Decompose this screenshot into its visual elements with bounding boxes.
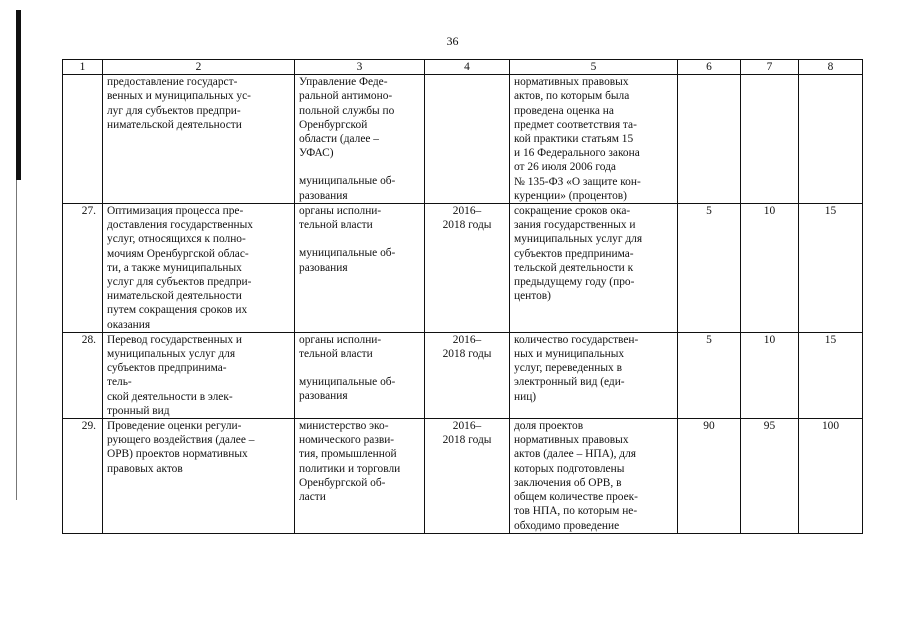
executor-line: муниципальные об- — [299, 247, 396, 260]
executor-gap — [299, 160, 420, 174]
col-header-4: 4 — [425, 60, 510, 75]
executor-line: органы исполни- — [299, 333, 382, 346]
indicator-line: нормативных правовых — [514, 434, 629, 447]
executor-line: Управление Феде- — [299, 76, 388, 89]
executor-line: тия, промышленной — [299, 448, 397, 461]
target-value-v7 — [741, 332, 799, 418]
indicator-line: № 135-ФЗ «О защите кон- — [514, 175, 641, 188]
measure-line: муниципальных услуг для — [107, 348, 236, 361]
executor-line: министерство эко- — [299, 420, 389, 433]
indicator-line: зания государственных и — [514, 219, 636, 232]
target-value: 10 — [763, 333, 776, 346]
target-value-v8 — [799, 204, 863, 333]
measure-line: ти, а также муниципальных — [107, 261, 242, 274]
table-row — [63, 332, 863, 418]
indicator-line: заключения об ОРВ, в — [514, 476, 622, 489]
indicator-cell — [510, 419, 678, 534]
term-cell — [425, 332, 510, 418]
indicator-line: которых подготовлены — [514, 462, 625, 475]
indicator-line: тов НПА, по которым не- — [514, 505, 638, 518]
indicator-line: нормативных правовых — [514, 76, 629, 89]
executor-line: номического разви- — [299, 434, 395, 447]
term-line: 2016– — [452, 205, 482, 218]
measure-line: нимательской деятельности — [107, 290, 242, 303]
indicator-line: центов) — [514, 290, 551, 303]
measure-line: Перевод государственных и — [107, 333, 243, 346]
page-number: 36 — [446, 34, 459, 48]
row-number: 27. — [81, 205, 96, 218]
target-value: 10 — [763, 205, 776, 218]
executor-line: разования — [299, 390, 348, 403]
term-cell — [425, 419, 510, 534]
indicator-line: количество государствен- — [514, 333, 639, 346]
measure-line: ской деятельности в элек- — [107, 390, 233, 403]
target-value-v6 — [678, 332, 741, 418]
measure-cell — [103, 419, 295, 534]
scan-margin-line — [16, 180, 17, 500]
table-row — [63, 204, 863, 333]
row-number-cell — [63, 204, 103, 333]
indicator-line: кой практики статьям 15 — [514, 133, 634, 146]
executor-line: муниципальные об- — [299, 376, 396, 389]
executor-line: ральной антимоно- — [299, 90, 393, 103]
target-value: 90 — [703, 420, 715, 433]
executor-line: Оренбургской об- — [299, 476, 386, 489]
target-value-v8 — [799, 332, 863, 418]
executor-line: области (далее – — [299, 133, 380, 146]
measure-line: тель- — [107, 376, 132, 389]
indicator-line: муниципальных услуг для — [514, 233, 643, 246]
executor-cell — [295, 332, 425, 418]
executor-line: Оренбургской — [299, 118, 368, 131]
indicator-cell — [510, 204, 678, 333]
target-value: 95 — [763, 420, 776, 433]
indicator-line: сокращение сроков ока- — [514, 205, 631, 218]
col-header-3: 3 — [295, 60, 425, 75]
target-value-v7 — [741, 204, 799, 333]
term-line: 2016– — [452, 333, 482, 346]
measure-line: доставления государственных — [107, 219, 253, 232]
measure-line: луг для субъектов предпри- — [107, 104, 241, 117]
target-value: 5 — [706, 333, 712, 346]
col-header-1: 1 — [63, 60, 103, 75]
executor-line: разования — [299, 261, 348, 274]
measure-cell — [103, 204, 295, 333]
measure-line: ОРВ) проектов нормативных — [107, 448, 248, 461]
col-header-7: 7 — [741, 60, 799, 75]
indicator-line: субъектов предпринима- — [514, 247, 634, 260]
executor-line: разования — [299, 189, 348, 202]
indicator-line: предыдущему году (про- — [514, 276, 635, 289]
program-table — [62, 59, 863, 534]
indicator-line: тельской деятельности к — [514, 261, 634, 274]
target-value-v8 — [799, 75, 863, 204]
indicator-line: электронный вид (еди- — [514, 376, 625, 389]
executor-line: ласти — [299, 491, 326, 504]
indicator-line: доля проектов — [514, 420, 584, 433]
measure-line: рующего воздействия (далее – — [107, 434, 255, 447]
target-value-v6 — [678, 419, 741, 534]
target-value: 100 — [821, 420, 840, 433]
indicator-line: от 26 июля 2006 года — [514, 161, 616, 174]
header-row — [63, 60, 863, 75]
indicator-cell — [510, 332, 678, 418]
executor-line: тельной власти — [299, 348, 373, 361]
measure-line: мочиям Оренбургской облас- — [107, 247, 249, 260]
col-header-8: 8 — [799, 60, 863, 75]
measure-line: оказания — [107, 318, 151, 331]
measure-line: тронный вид — [107, 404, 170, 417]
indicator-line: актов (далее – НПА), для — [514, 448, 637, 461]
indicator-line: куренции» (процентов) — [514, 189, 627, 202]
indicator-line: ных и муниципальных — [514, 348, 625, 361]
term-line: 2018 годы — [442, 434, 492, 447]
indicator-line: обходимо проведение — [514, 519, 620, 532]
measure-cell — [103, 332, 295, 418]
executor-cell — [295, 75, 425, 204]
measure-cell — [103, 75, 295, 204]
target-value-v7 — [741, 75, 799, 204]
target-value: 15 — [824, 205, 837, 218]
indicator-line: услуг, переведенных в — [514, 362, 622, 375]
measure-line: Оптимизация процесса пре- — [107, 205, 244, 218]
executor-line: политики и торговли — [299, 462, 401, 475]
measure-line: правовых актов — [107, 462, 183, 475]
col-header-5: 5 — [510, 60, 678, 75]
col-header-2: 2 — [103, 60, 295, 75]
target-value-v6 — [678, 75, 741, 204]
measure-line: Проведение оценки регули- — [107, 420, 242, 433]
executor-cell — [295, 419, 425, 534]
target-value: 15 — [824, 333, 837, 346]
term-cell — [425, 75, 510, 204]
measure-line: услуг для субъектов предпри- — [107, 276, 252, 289]
target-value-v7 — [741, 419, 799, 534]
term-line: 2018 годы — [442, 219, 492, 232]
measure-line: путем сокращения сроков их — [107, 304, 248, 317]
col-header-6: 6 — [678, 60, 741, 75]
indicator-line: проведена оценка на — [514, 104, 614, 117]
executor-line: польной службы по — [299, 104, 395, 117]
executor-line: органы исполни- — [299, 205, 382, 218]
executor-cell — [295, 204, 425, 333]
indicator-line: актов, по которым была — [514, 90, 630, 103]
term-line: 2018 годы — [442, 348, 492, 361]
row-number: 29. — [81, 420, 96, 433]
measure-line: предоставление государст- — [107, 76, 238, 89]
target-value: 5 — [706, 205, 712, 218]
executor-line: тельной власти — [299, 219, 373, 232]
row-number: 28. — [81, 333, 96, 346]
row-number-cell — [63, 419, 103, 534]
measure-line: субъектов предпринима- — [107, 362, 227, 375]
measure-line: нимательской деятельности — [107, 118, 242, 131]
table-row — [63, 419, 863, 534]
indicator-line: предмет соответствия та- — [514, 118, 637, 131]
target-value-v8 — [799, 419, 863, 534]
indicator-cell — [510, 75, 678, 204]
executor-line: муниципальные об- — [299, 175, 396, 188]
row-number-cell — [63, 332, 103, 418]
measure-line: услуг, относящихся к полно- — [107, 233, 246, 246]
executor-line: УФАС) — [299, 147, 334, 160]
term-line: 2016– — [452, 420, 482, 433]
indicator-line: ниц) — [514, 390, 537, 403]
table-row — [63, 75, 863, 204]
term-cell — [425, 204, 510, 333]
row-number-cell — [63, 75, 103, 204]
executor-gap — [299, 232, 420, 246]
measure-line: венных и муниципальных ус- — [107, 90, 251, 103]
indicator-line: общем количестве проек- — [514, 491, 638, 504]
target-value-v6 — [678, 204, 741, 333]
indicator-line: и 16 Федерального закона — [514, 147, 640, 160]
executor-gap — [299, 361, 420, 375]
